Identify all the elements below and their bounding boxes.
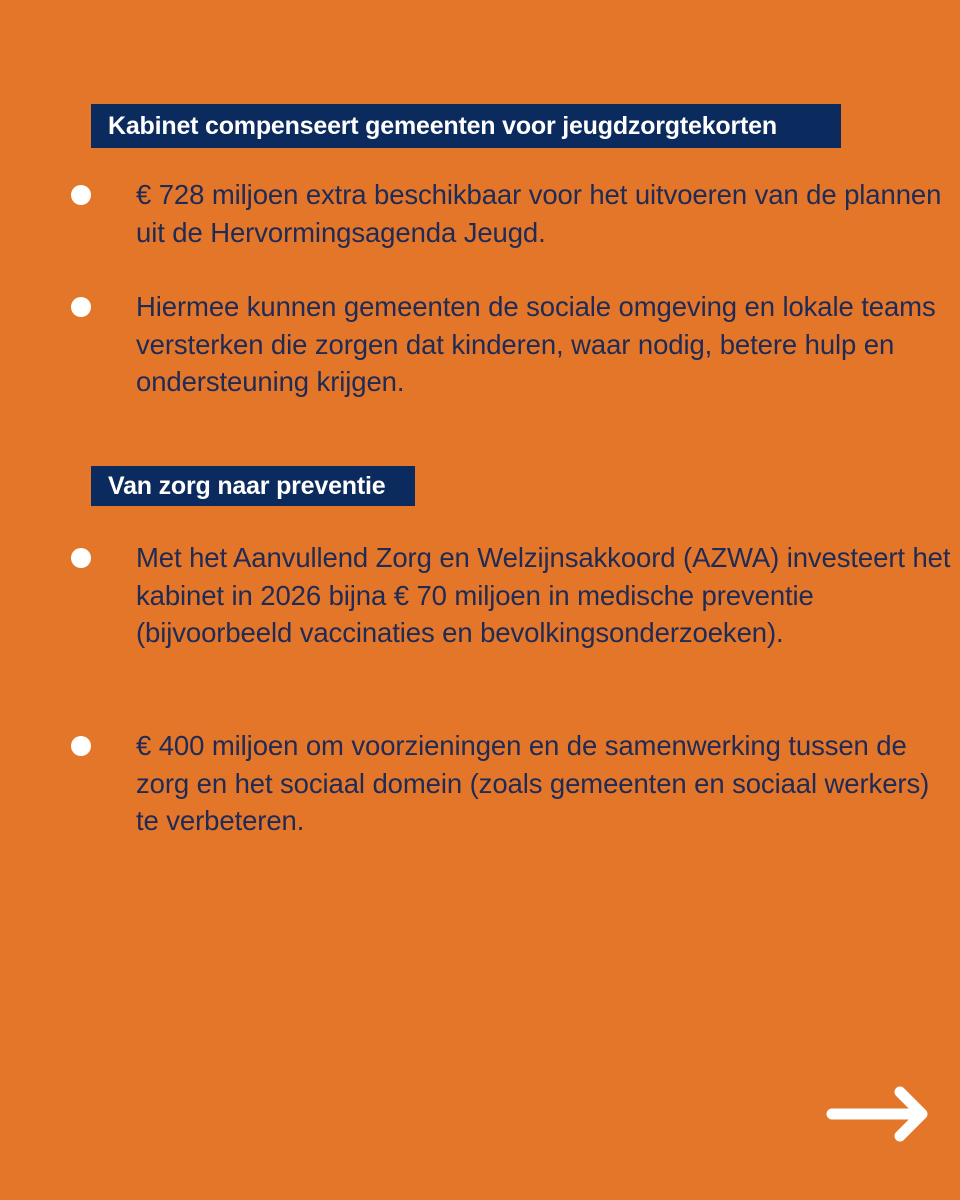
- section-heading-jeugdzorg: Kabinet compenseert gemeenten voor jeugdzorgtekorten: [91, 104, 841, 148]
- bullet-dot-icon: [71, 548, 91, 568]
- arrow-right-icon[interactable]: [826, 1086, 930, 1142]
- list-item-text: Met het Aanvullend Zorg en Welzijnsakkoord (AZWA) investeert het kabinet in 2026 bijna € 70 miljoen in medische preventie (bijvoorbeeld vaccinaties en bevolkingsonderzoeken).: [136, 542, 951, 648]
- list-item-text: Hiermee kunnen gemeenten de sociale omgeving en lokale teams versterken die zorgen dat kinderen, waar nodig, betere hulp en ondersteuning krijgen.: [136, 291, 936, 397]
- bullet-dot-icon: [71, 297, 91, 317]
- bullet-dot-icon: [71, 185, 91, 205]
- section-heading-preventie: Van zorg naar preventie: [91, 466, 415, 506]
- list-item-text: € 728 miljoen extra beschikbaar voor het uitvoeren van de plannen uit de Hervormingsagenda Jeugd.: [136, 179, 942, 248]
- list-item-text: € 400 miljoen om voorzieningen en de samenwerking tussen de zorg en het sociaal domein (zoals gemeenten en sociaal werkers) te verbeteren.: [136, 730, 930, 836]
- bullet-dot-icon: [71, 736, 91, 756]
